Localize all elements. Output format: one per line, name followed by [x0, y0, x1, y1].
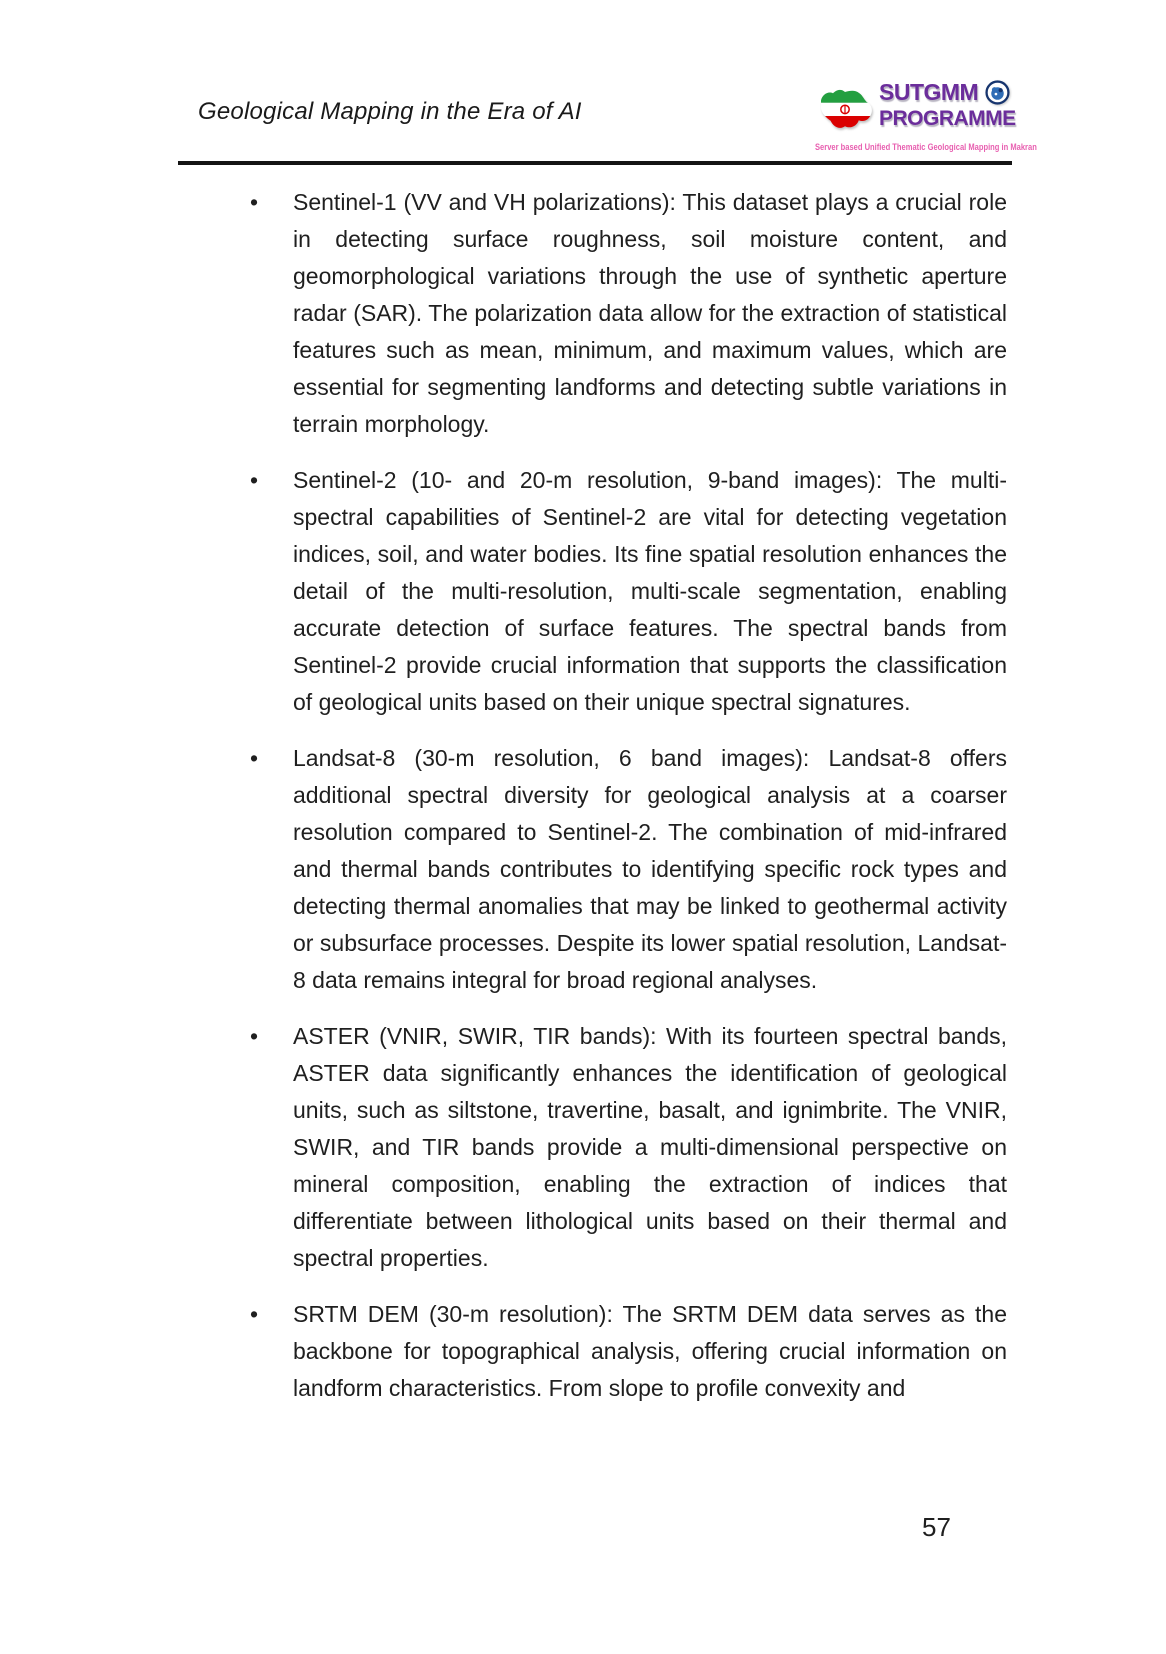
- logo-wordmark: [815, 80, 1025, 136]
- logo-tagline: Server based Unified Thematic Geological Mapping in Makran: [815, 142, 1037, 152]
- bullet-item-aster: [250, 1018, 1008, 1277]
- bullet-marker: •: [250, 467, 259, 493]
- bullet-item-sentinel-1: [250, 184, 1008, 443]
- logo-name-programme: PROGRAMME: [879, 107, 1016, 130]
- bullet-text: SRTM DEM (30-m resolution): The SRTM DEM data serves as the backbone for topographical analysis, offering crucial information on landform characteristics. From slope to profile convexity and: [293, 1301, 1007, 1401]
- globe-badge-icon: [985, 80, 1010, 105]
- iran-map-icon: [815, 84, 875, 136]
- bullet-item-srtm-dem: [250, 1296, 1008, 1407]
- bullet-text: Sentinel-1 (VV and VH polarizations): This dataset plays a crucial role in detecting surface roughness, soil moisture content, and geomorphological variations through the use of synthetic aperture radar (SAR). The polarization data allow for the extraction of statistical features such as mean, minimum, and maximum values, which are essential for segmenting landforms and detecting subtle variations in terrain morphology.: [293, 189, 1007, 437]
- logo-name-sutgmm: SUTGMM: [879, 79, 979, 105]
- bullet-item-sentinel-2: [250, 462, 1008, 721]
- bullet-item-landsat-8: [250, 740, 1008, 999]
- bullet-text: Landsat-8 (30-m resolution, 6 band images): Landsat-8 offers additional spectral diversity for geological analysis at a coarser resolution compared to Sentinel-2. The combination of mid-infrared and thermal bands contributes to identifying specific rock types and detecting thermal anomalies that may be linked to geothermal activity or subsurface processes. Despite its lower spatial resolution, Landsat-8 data remains integral for broad regional analyses.: [293, 745, 1007, 993]
- bullet-marker: •: [250, 189, 259, 215]
- bullet-text: ASTER (VNIR, SWIR, TIR bands): With its fourteen spectral bands, ASTER data significantly enhances the identification of geological units, such as siltstone, travertine, basalt, and ignimbrite. The VNIR, SWIR, and TIR bands provide a multi-dimensional perspective on mineral composition, enabling the extraction of indices that differentiate between lithological units based on their thermal and spectral properties.: [293, 1023, 1007, 1271]
- bullet-list: [250, 184, 1008, 1426]
- bullet-text: Sentinel-2 (10- and 20-m resolution, 9-band images): The multi-spectral capabilities of Sentinel-2 are vital for detecting vegetation indices, soil, and water bodies. Its fine spatial resolution enhances the detail of the multi-resolution, multi-scale segmentation, enabling accurate detection of surface features. The spectral bands from Sentinel-2 provide crucial information that supports the classification of geological units based on their unique spectral signatures.: [293, 467, 1007, 715]
- sutgmm-logo: [815, 79, 1037, 152]
- bullet-marker: •: [250, 1301, 259, 1327]
- running-header-title: Geological Mapping in the Era of AI: [198, 98, 582, 125]
- header-rule: [178, 161, 1012, 165]
- bullet-marker: •: [250, 1023, 259, 1049]
- bullet-marker: •: [250, 745, 259, 771]
- page-number: 57: [922, 1512, 951, 1542]
